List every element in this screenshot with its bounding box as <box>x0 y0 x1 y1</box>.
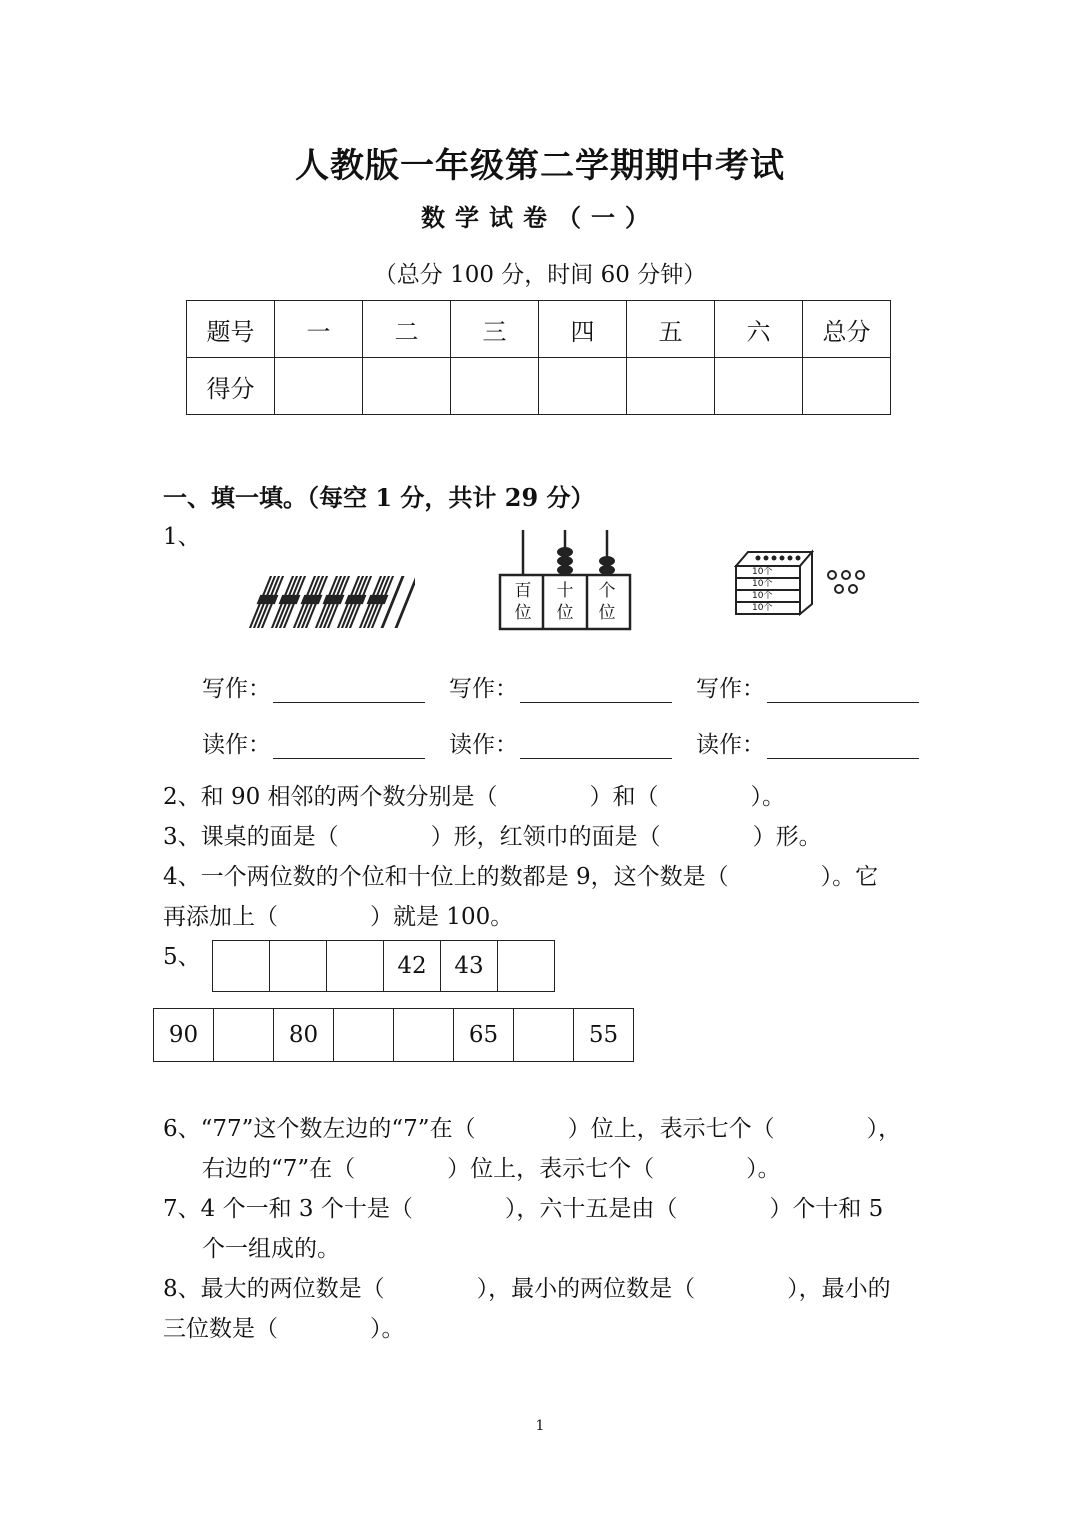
sequence-cell[interactable] <box>270 941 327 992</box>
abacus-label-char: 十 <box>556 581 574 601</box>
abacus-label-char: 个 <box>598 581 616 601</box>
score-header-cell: 二 <box>363 301 451 358</box>
stacked-boxes-illustration <box>734 548 879 618</box>
exam-subtitle: 数学试卷（一） <box>421 203 659 232</box>
score-cell[interactable] <box>803 358 891 415</box>
sequence-cell: 90 <box>154 1009 214 1062</box>
exam-note: （总分 100 分，时间 60 分钟） <box>373 262 707 288</box>
question-1-number: 1、 <box>163 524 201 550</box>
write-blank[interactable] <box>520 680 672 703</box>
read-label: 读作： <box>449 732 518 758</box>
box-label: 10个 <box>752 603 773 613</box>
score-table <box>186 300 891 415</box>
read-blank[interactable] <box>520 736 672 759</box>
write-blank[interactable] <box>767 680 919 703</box>
sequence-cell[interactable] <box>214 1009 274 1062</box>
question-3: 3、课桌的面是（ ）形，红领巾的面是（ ）形。 <box>163 824 822 850</box>
write-answer-1 <box>202 670 425 703</box>
score-header-cell: 一 <box>275 301 363 358</box>
stick-bundles-illustration <box>240 568 415 636</box>
score-header-cell: 六 <box>715 301 803 358</box>
sequence-cell[interactable] <box>327 941 384 992</box>
abacus-illustration <box>498 528 632 632</box>
sequence-cell[interactable] <box>514 1009 574 1062</box>
question-7-line-2: 个一组成的。 <box>202 1236 340 1262</box>
score-table-header-row <box>187 301 891 358</box>
score-header-cell: 题号 <box>187 301 275 358</box>
read-answer-3 <box>696 726 919 759</box>
question-5-number: 5、 <box>163 944 201 970</box>
read-answer-1 <box>202 726 425 759</box>
score-header-cell: 总分 <box>803 301 891 358</box>
box-label: 10个 <box>752 579 773 589</box>
question-4-line-1: 4、一个两位数的个位和十位上的数都是 9，这个数是（ ）。它 <box>163 864 879 890</box>
write-label: 写作： <box>449 676 518 702</box>
sequence-cell: 55 <box>574 1009 634 1062</box>
score-cell[interactable] <box>451 358 539 415</box>
question-2: 2、和 90 相邻的两个数分别是（ ）和（ ）。 <box>163 784 786 810</box>
abacus-label-char: 位 <box>514 603 532 623</box>
question-4-line-2: 再添加上（ ）就是 100。 <box>163 904 514 930</box>
read-blank[interactable] <box>273 736 425 759</box>
sequence-cell: 43 <box>441 941 498 992</box>
sequence-cell[interactable] <box>334 1009 394 1062</box>
question-6-line-2: 右边的“7”在（ ）位上，表示七个（ ）。 <box>202 1156 781 1182</box>
score-cell[interactable] <box>627 358 715 415</box>
abacus-label-hundreds <box>510 580 536 624</box>
score-cell[interactable] <box>275 358 363 415</box>
abacus-label-char: 百 <box>514 581 532 601</box>
read-answer-2 <box>449 726 672 759</box>
abacus-label-char: 位 <box>598 603 616 623</box>
sequence-cell[interactable] <box>213 941 270 992</box>
score-header-cell: 四 <box>539 301 627 358</box>
question-6-line-1: 6、“77”这个数左边的“7”在（ ）位上，表示七个（ ）， <box>163 1116 902 1142</box>
score-cell[interactable] <box>363 358 451 415</box>
abacus-label-tens <box>552 580 578 624</box>
score-cell[interactable] <box>715 358 803 415</box>
number-sequence-row-1 <box>212 940 555 992</box>
sequence-cell: 65 <box>454 1009 514 1062</box>
number-sequence-row-2 <box>153 1008 634 1062</box>
score-table-score-row <box>187 358 891 415</box>
sequence-cell[interactable] <box>394 1009 454 1062</box>
box-label: 10个 <box>752 591 773 601</box>
question-7-line-1: 7、4 个一和 3 个十是（ ），六十五是由（ ）个十和 5 <box>163 1196 884 1222</box>
score-cell[interactable] <box>539 358 627 415</box>
read-label: 读作： <box>202 732 271 758</box>
read-label: 读作： <box>696 732 765 758</box>
exam-title: 人教版一年级第二学期期中考试 <box>295 146 785 186</box>
sequence-cell[interactable] <box>498 941 555 992</box>
score-header-cell: 三 <box>451 301 539 358</box>
write-label: 写作： <box>696 676 765 702</box>
sequence-cell: 80 <box>274 1009 334 1062</box>
write-answer-2 <box>449 670 672 703</box>
abacus-label-ones <box>594 580 620 624</box>
question-8-line-2: 三位数是（ ）。 <box>163 1316 405 1342</box>
box-label: 10个 <box>752 567 773 577</box>
write-label: 写作： <box>202 676 271 702</box>
write-answer-3 <box>696 670 919 703</box>
abacus-label-char: 位 <box>556 603 574 623</box>
page-number: 1 <box>535 1418 545 1434</box>
read-blank[interactable] <box>767 736 919 759</box>
score-row-label: 得分 <box>187 358 275 415</box>
sequence-cell: 42 <box>384 941 441 992</box>
question-8-line-1: 8、最大的两位数是（ ），最小的两位数是（ ），最小的 <box>163 1276 891 1302</box>
score-header-cell: 五 <box>627 301 715 358</box>
write-blank[interactable] <box>273 680 425 703</box>
section-one-heading: 一、填一填。（每空 1 分，共计 29 分） <box>163 483 595 512</box>
